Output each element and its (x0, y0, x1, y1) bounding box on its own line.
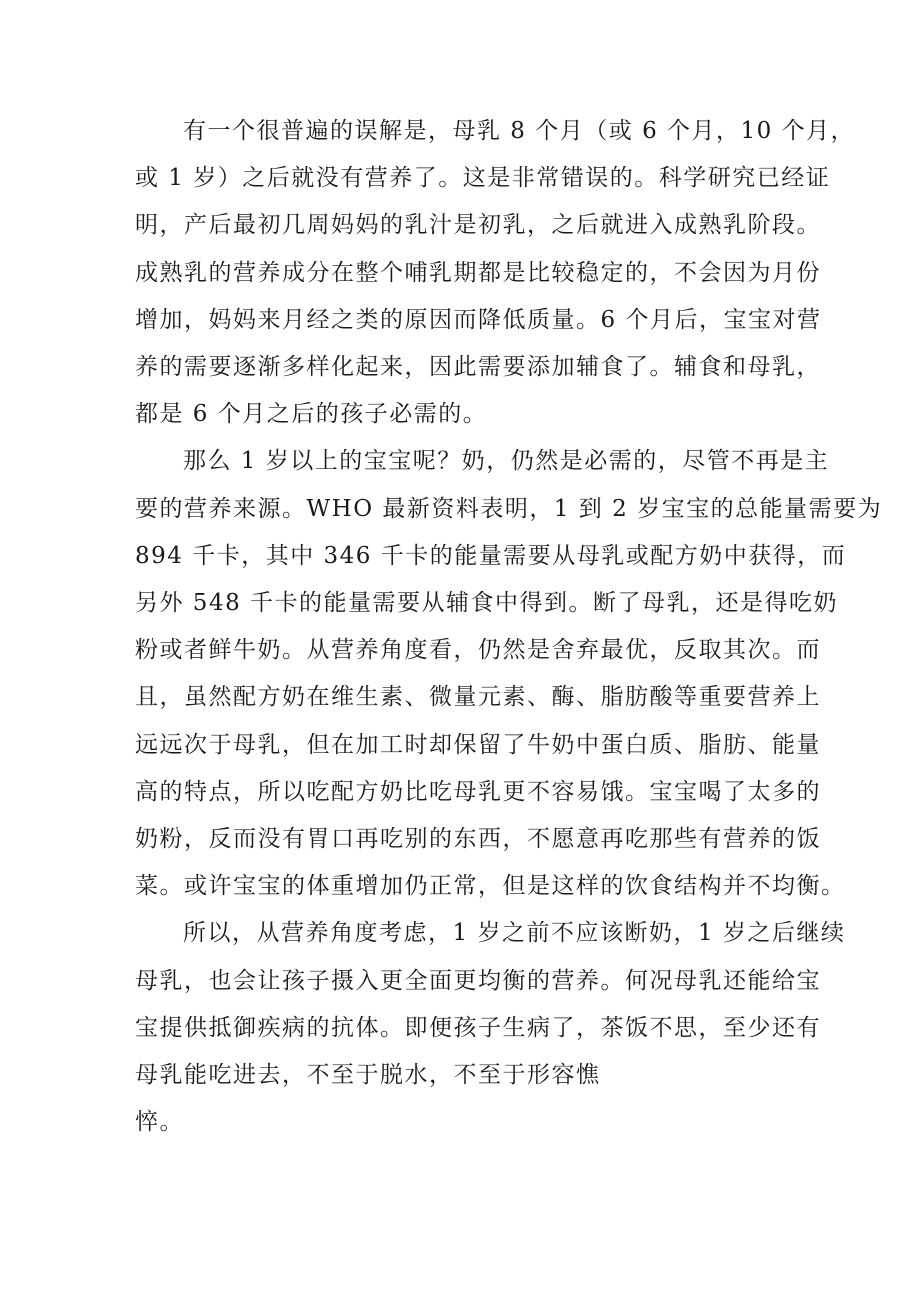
article-body (135, 108, 883, 1146)
paragraph-2-line-6: 且，虽然配方奶在维生素、微量元素、酶、脂肪酸等重要营养上 (135, 684, 821, 711)
paragraph-1-line-5: 增加，妈妈来月经之类的原因而降低质量。6 个月后，宝宝对营 (135, 306, 822, 333)
paragraph-2-line-1: 那么 1 岁以上的宝宝呢？奶，仍然是必需的，尽管不再是主 (183, 448, 830, 475)
paragraph-2-line-3: 894 千卡，其中 346 千卡的能量需要从母乳或配方奶中获得，而 (135, 542, 847, 569)
paragraph-3-line-2: 母乳，也会让孩子摄入更全面更均衡的营养。何况母乳还能给宝 (135, 967, 821, 994)
paragraph-2-line-5: 粉或者鲜牛奶。从营养角度看，仍然是舍弃最优，反取其次。而 (135, 637, 821, 664)
paragraph-1-line-6: 养的需要逐渐多样化起来，因此需要添加辅食了。辅食和母乳， (135, 354, 821, 381)
paragraph-3-line-5: 悴。 (135, 1109, 184, 1136)
paragraph-3-line-1: 所以，从营养角度考虑，1 岁之前不应该断奶，1 岁之后继续 (183, 920, 846, 947)
paragraph-3-line-4: 母乳能吃进去，不至于脱水，不至于形容憔 (135, 1062, 601, 1089)
paragraph-1-line-2: 或 1 岁）之后就没有营养了。这是非常错误的。科学研究已经证 (135, 165, 831, 192)
paragraph-1-line-7: 都是 6 个月之后的孩子必需的。 (135, 401, 488, 428)
paragraph-1-line-4: 成熟乳的营养成分在整个哺乳期都是比较稳定的，不会因为月份 (135, 259, 821, 286)
paragraph-2-line-8: 高的特点，所以吃配方奶比吃母乳更不容易饿。宝宝喝了太多的 (135, 778, 821, 805)
paragraph-3-line-3: 宝提供抵御疾病的抗体。即便孩子生病了，茶饭不思，至少还有 (135, 1014, 821, 1041)
paragraph-2-line-4: 另外 548 千卡的能量需要从辅食中得到。断了母乳，还是得吃奶 (135, 590, 839, 617)
paragraph-1-line-3: 明，产后最初几周妈妈的乳汁是初乳，之后就进入成熟乳阶段。 (135, 212, 821, 239)
paragraph-2-line-2: 要的营养来源。WHO 最新资料表明，1 到 2 岁宝宝的总能量需要为 (135, 495, 883, 522)
paragraph-2-line-7: 远远次于母乳，但在加工时却保留了牛奶中蛋白质、脂肪、能量 (135, 731, 821, 758)
paragraph-2-line-9: 奶粉，反而没有胃口再吃别的东西，不愿意再吃那些有营养的饭 (135, 826, 821, 853)
paragraph-2-line-10: 菜。或许宝宝的体重增加仍正常，但是这样的饮食结构并不均衡。 (135, 873, 846, 900)
paragraph-1-line-1: 有一个很普遍的误解是，母乳 8 个月（或 6 个月，10 个月， (183, 118, 856, 144)
